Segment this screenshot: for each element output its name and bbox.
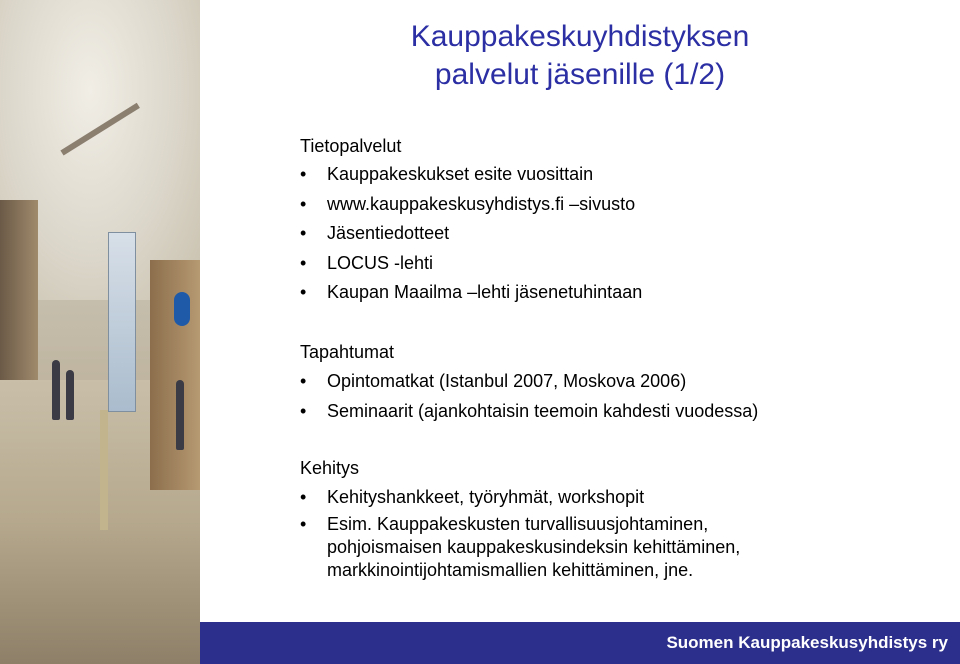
footer-bar xyxy=(200,622,960,664)
list-kehitys xyxy=(300,483,920,582)
shopper-figure xyxy=(52,360,60,420)
sign-pillar xyxy=(100,410,108,530)
slide-title-line2: palvelut jäsenille (1/2) xyxy=(434,58,726,91)
section-heading-tietopalvelut: Tietopalvelut xyxy=(300,136,402,156)
shopper-figure xyxy=(176,380,184,450)
list-item: • Kauppakeskukset esite vuosittain xyxy=(300,160,920,190)
shopping-mall-photo xyxy=(0,0,200,664)
list-item: • Jäsentiedotteet xyxy=(300,219,920,249)
store-logo xyxy=(174,292,190,326)
list-item: • Kaupan Maailma –lehti jäsenetuhintaan xyxy=(300,278,920,308)
list-item: • Opintomatkat (Istanbul 2007, Moskova 2006) xyxy=(300,367,920,397)
section-heading-tapahtumat: Tapahtumat xyxy=(300,342,395,362)
list-item xyxy=(300,513,920,582)
slide-title xyxy=(320,18,840,94)
list-item-line: pohjoismaisen kauppakeskusindeksin kehittäminen, xyxy=(327,536,741,557)
list-item: • LOCUS -lehti xyxy=(300,249,920,279)
list-item-line: Esim. Kauppakeskusten turvallisuusjohtaminen, xyxy=(327,513,709,534)
shopper-figure xyxy=(66,370,74,420)
section-heading-kehitys: Kehitys xyxy=(300,458,360,478)
hanging-ad-sign xyxy=(108,232,136,412)
list-item: • Seminaarit (ajankohtaisin teemoin kahdesti vuodessa) xyxy=(300,397,920,427)
list-item: • www.kauppakeskusyhdistys.fi –sivusto xyxy=(300,190,920,220)
list-item: • Kehityshankkeet, työryhmät, workshopit xyxy=(300,483,920,513)
list-tapahtumat xyxy=(300,367,920,426)
footer-organization-name: Suomen Kauppakeskusyhdistys ry xyxy=(666,633,948,652)
slide-title-line1: Kauppakeskuyhdistyksen xyxy=(410,20,750,53)
list-item-line: markkinointijohtamismallien kehittäminen, jne. xyxy=(327,559,694,580)
list-tietopalvelut xyxy=(300,160,920,308)
